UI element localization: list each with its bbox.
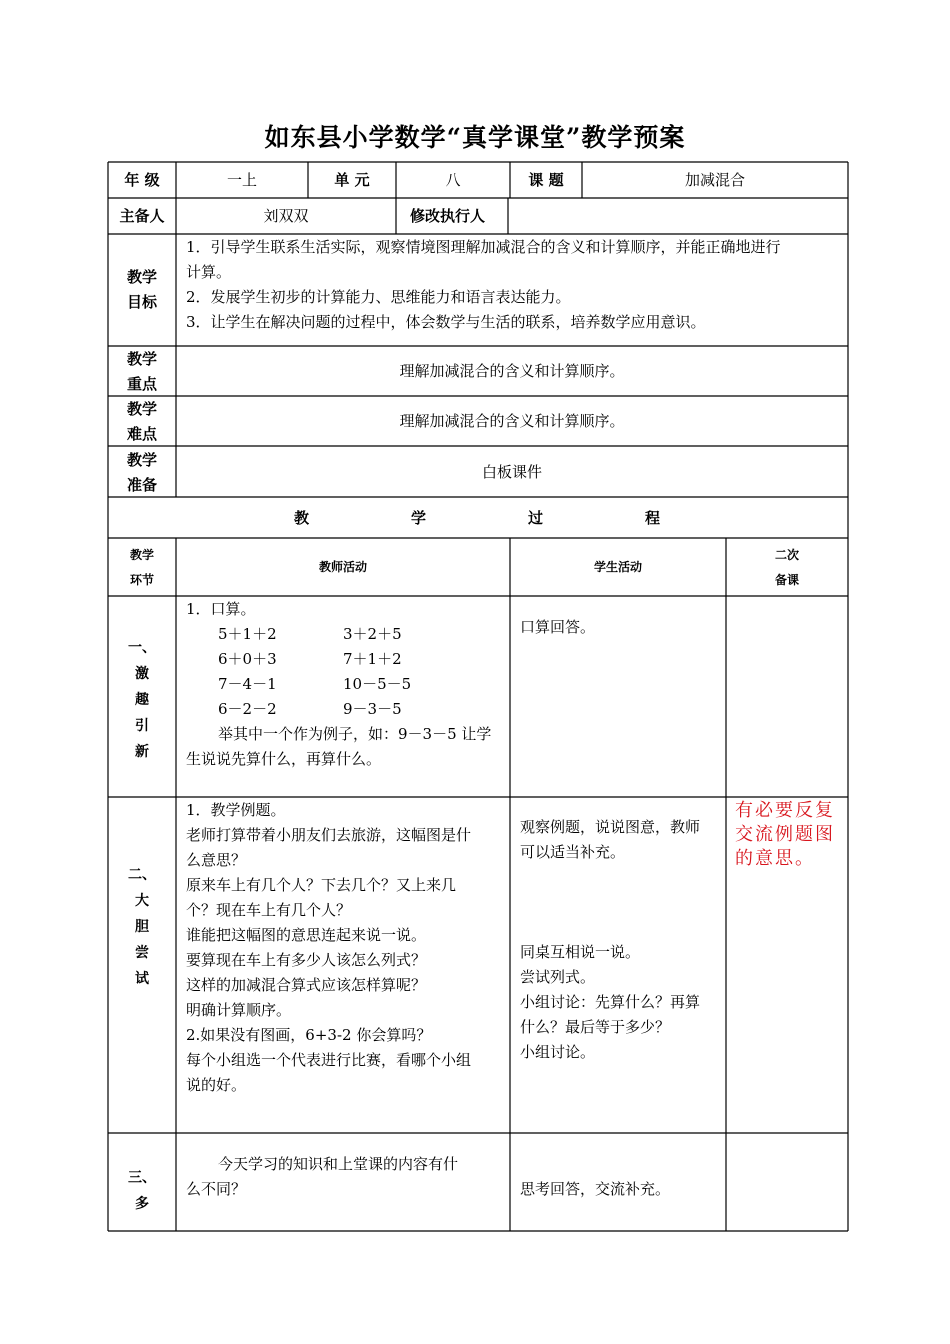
calc-item: 10－5－5 — [343, 675, 412, 693]
prep-label-line: 教学 — [126, 451, 157, 469]
page-title: 如东县小学数学“真学课堂”教学预案 — [264, 123, 686, 152]
col-teacher-header: 教师活动 — [318, 560, 367, 574]
topic-label: 课 题 — [528, 171, 564, 189]
teacher-line: 谁能把这幅图的意思连起来说一说。 — [186, 926, 427, 944]
calc-item: 9－3－5 — [343, 700, 402, 718]
col-stage-line: 教学 — [129, 548, 154, 562]
calc-item: 6－2－2 — [218, 700, 277, 718]
teacher-line: 老师打算带着小朋友们去旅游，这幅图是什 — [186, 826, 472, 844]
teacher-line: 个？现在车上有几个人？ — [186, 901, 352, 919]
teacher-line: 2.如果没有图画，6+3-2 你会算吗？ — [186, 1026, 432, 1044]
grade-label: 年 级 — [124, 171, 160, 189]
stage-char: 新 — [135, 744, 149, 760]
preparer-label: 主备人 — [119, 207, 165, 225]
teacher-line: 每个小组选一个代表进行比赛，看哪个小组 — [186, 1051, 472, 1069]
difficulty-text: 理解加减混合的含义和计算顺序。 — [399, 412, 625, 430]
goals-label-line: 目标 — [126, 293, 157, 311]
section-1-stage — [108, 635, 176, 765]
difficulty-label-line: 教学 — [126, 400, 157, 418]
focus-label-line: 重点 — [126, 375, 157, 393]
section-2-teacher — [186, 798, 508, 1098]
section-2-student-b — [520, 940, 724, 1065]
unit-label: 单 元 — [334, 171, 370, 189]
student-line: 什么？最后等于多少？ — [520, 1018, 671, 1036]
student-line: 同桌互相说一说。 — [520, 943, 641, 961]
section-3-teacher: 今天学习的知识和上堂课的内容有什 — [218, 1155, 459, 1173]
stage-char: 一、 — [128, 640, 156, 656]
focus-text: 理解加减混合的含义和计算顺序。 — [399, 362, 625, 380]
prep-text: 白板课件 — [481, 463, 542, 481]
prep-label-line: 准备 — [126, 476, 157, 494]
preparer-value: 刘双双 — [263, 207, 309, 225]
focus-label-line: 教学 — [126, 350, 157, 368]
teacher-line: 明确计算顺序。 — [186, 1001, 292, 1019]
stage-char: 多 — [135, 1196, 149, 1212]
prep-label — [108, 448, 176, 498]
section-3-student: 思考回答，交流补充。 — [520, 1180, 671, 1198]
goal-line: 2．发展学生初步的计算能力、思维能力和语言表达能力。 — [186, 288, 571, 306]
modifier-label: 修改执行人 — [410, 207, 486, 225]
difficulty-label — [108, 397, 176, 447]
goal-line: 计算。 — [186, 263, 232, 281]
goals-label-line: 教学 — [126, 268, 157, 286]
teacher-line: 要算现在车上有多少人该怎么列式？ — [186, 951, 427, 969]
unit-value: 八 — [445, 171, 461, 189]
stage-char: 趣 — [135, 692, 149, 708]
section-1-teacher-after: 举其中一个作为例子，如：9－3－5 让学 — [218, 725, 492, 743]
section-1-teacher-after: 生说说先算什么，再算什么。 — [186, 750, 382, 768]
section-2-stage — [108, 862, 176, 992]
student-line: 可以适当补充。 — [520, 843, 626, 861]
teacher-line: 这样的加减混合算式应该怎样算呢？ — [186, 976, 427, 994]
process-header-char: 过 — [528, 509, 544, 527]
teacher-line: 么意思？ — [186, 851, 247, 869]
teacher-line: 说的好。 — [186, 1076, 247, 1094]
col-second-line: 备课 — [774, 573, 799, 587]
process-header-char: 学 — [411, 509, 427, 527]
stage-char: 胆 — [135, 919, 149, 935]
focus-label — [108, 347, 176, 397]
section-1-student: 口算回答。 — [520, 618, 596, 636]
calc-item: 5＋1＋2 — [218, 625, 277, 643]
stage-char: 激 — [135, 666, 149, 682]
calc-item: 3＋2＋5 — [343, 625, 402, 643]
calc-item: 6＋0＋3 — [218, 650, 277, 668]
goals-label — [108, 265, 176, 315]
grade-value: 一上 — [226, 171, 257, 189]
stage-char: 引 — [135, 718, 149, 734]
student-line: 观察例题，说说图意，教师 — [520, 818, 701, 836]
stage-char: 二、 — [128, 867, 156, 883]
teacher-line: 原来车上有几个人？下去几个？又上来几 — [186, 876, 457, 894]
section-1-teacher-first: 1．口算。 — [186, 600, 256, 618]
topic-value: 加减混合 — [684, 171, 745, 189]
goals-text — [186, 235, 846, 335]
col-second-line: 二次 — [774, 548, 799, 562]
note-line: 有必要反复 — [735, 800, 835, 821]
calc-item: 7＋1＋2 — [343, 650, 402, 668]
note-line: 的意思。 — [735, 848, 815, 869]
stage-char: 三、 — [128, 1170, 156, 1186]
note-line: 交流例题图 — [735, 824, 835, 845]
calc-item: 7－4－1 — [218, 675, 277, 693]
col-stage-line: 环节 — [129, 573, 154, 587]
student-line: 尝试列式。 — [520, 968, 596, 986]
student-line: 小组讨论：先算什么？再算 — [520, 993, 701, 1011]
col-stage-header — [108, 543, 176, 593]
stage-char: 试 — [135, 971, 149, 987]
col-student-header: 学生活动 — [593, 560, 642, 574]
stage-char: 大 — [135, 893, 149, 909]
teacher-line: 1．教学例题。 — [186, 801, 286, 819]
section-2-note — [735, 799, 847, 871]
section-2-student-a — [520, 815, 724, 865]
process-header-char: 教 — [294, 509, 310, 527]
goal-line: 1．引导学生联系生活实际，观察情境图理解加减混合的含义和计算顺序，并能正确地进行 — [186, 238, 781, 256]
goal-line: 3．让学生在解决问题的过程中，体会数学与生活的联系，培养数学应用意识。 — [186, 313, 706, 331]
section-3-teacher: 么不同？ — [186, 1180, 247, 1198]
col-second-header — [726, 543, 848, 593]
difficulty-label-line: 难点 — [126, 425, 157, 443]
process-header-char: 程 — [645, 509, 661, 527]
stage-char: 尝 — [135, 945, 149, 961]
section-3-stage — [108, 1165, 176, 1217]
student-line: 小组讨论。 — [520, 1043, 596, 1061]
